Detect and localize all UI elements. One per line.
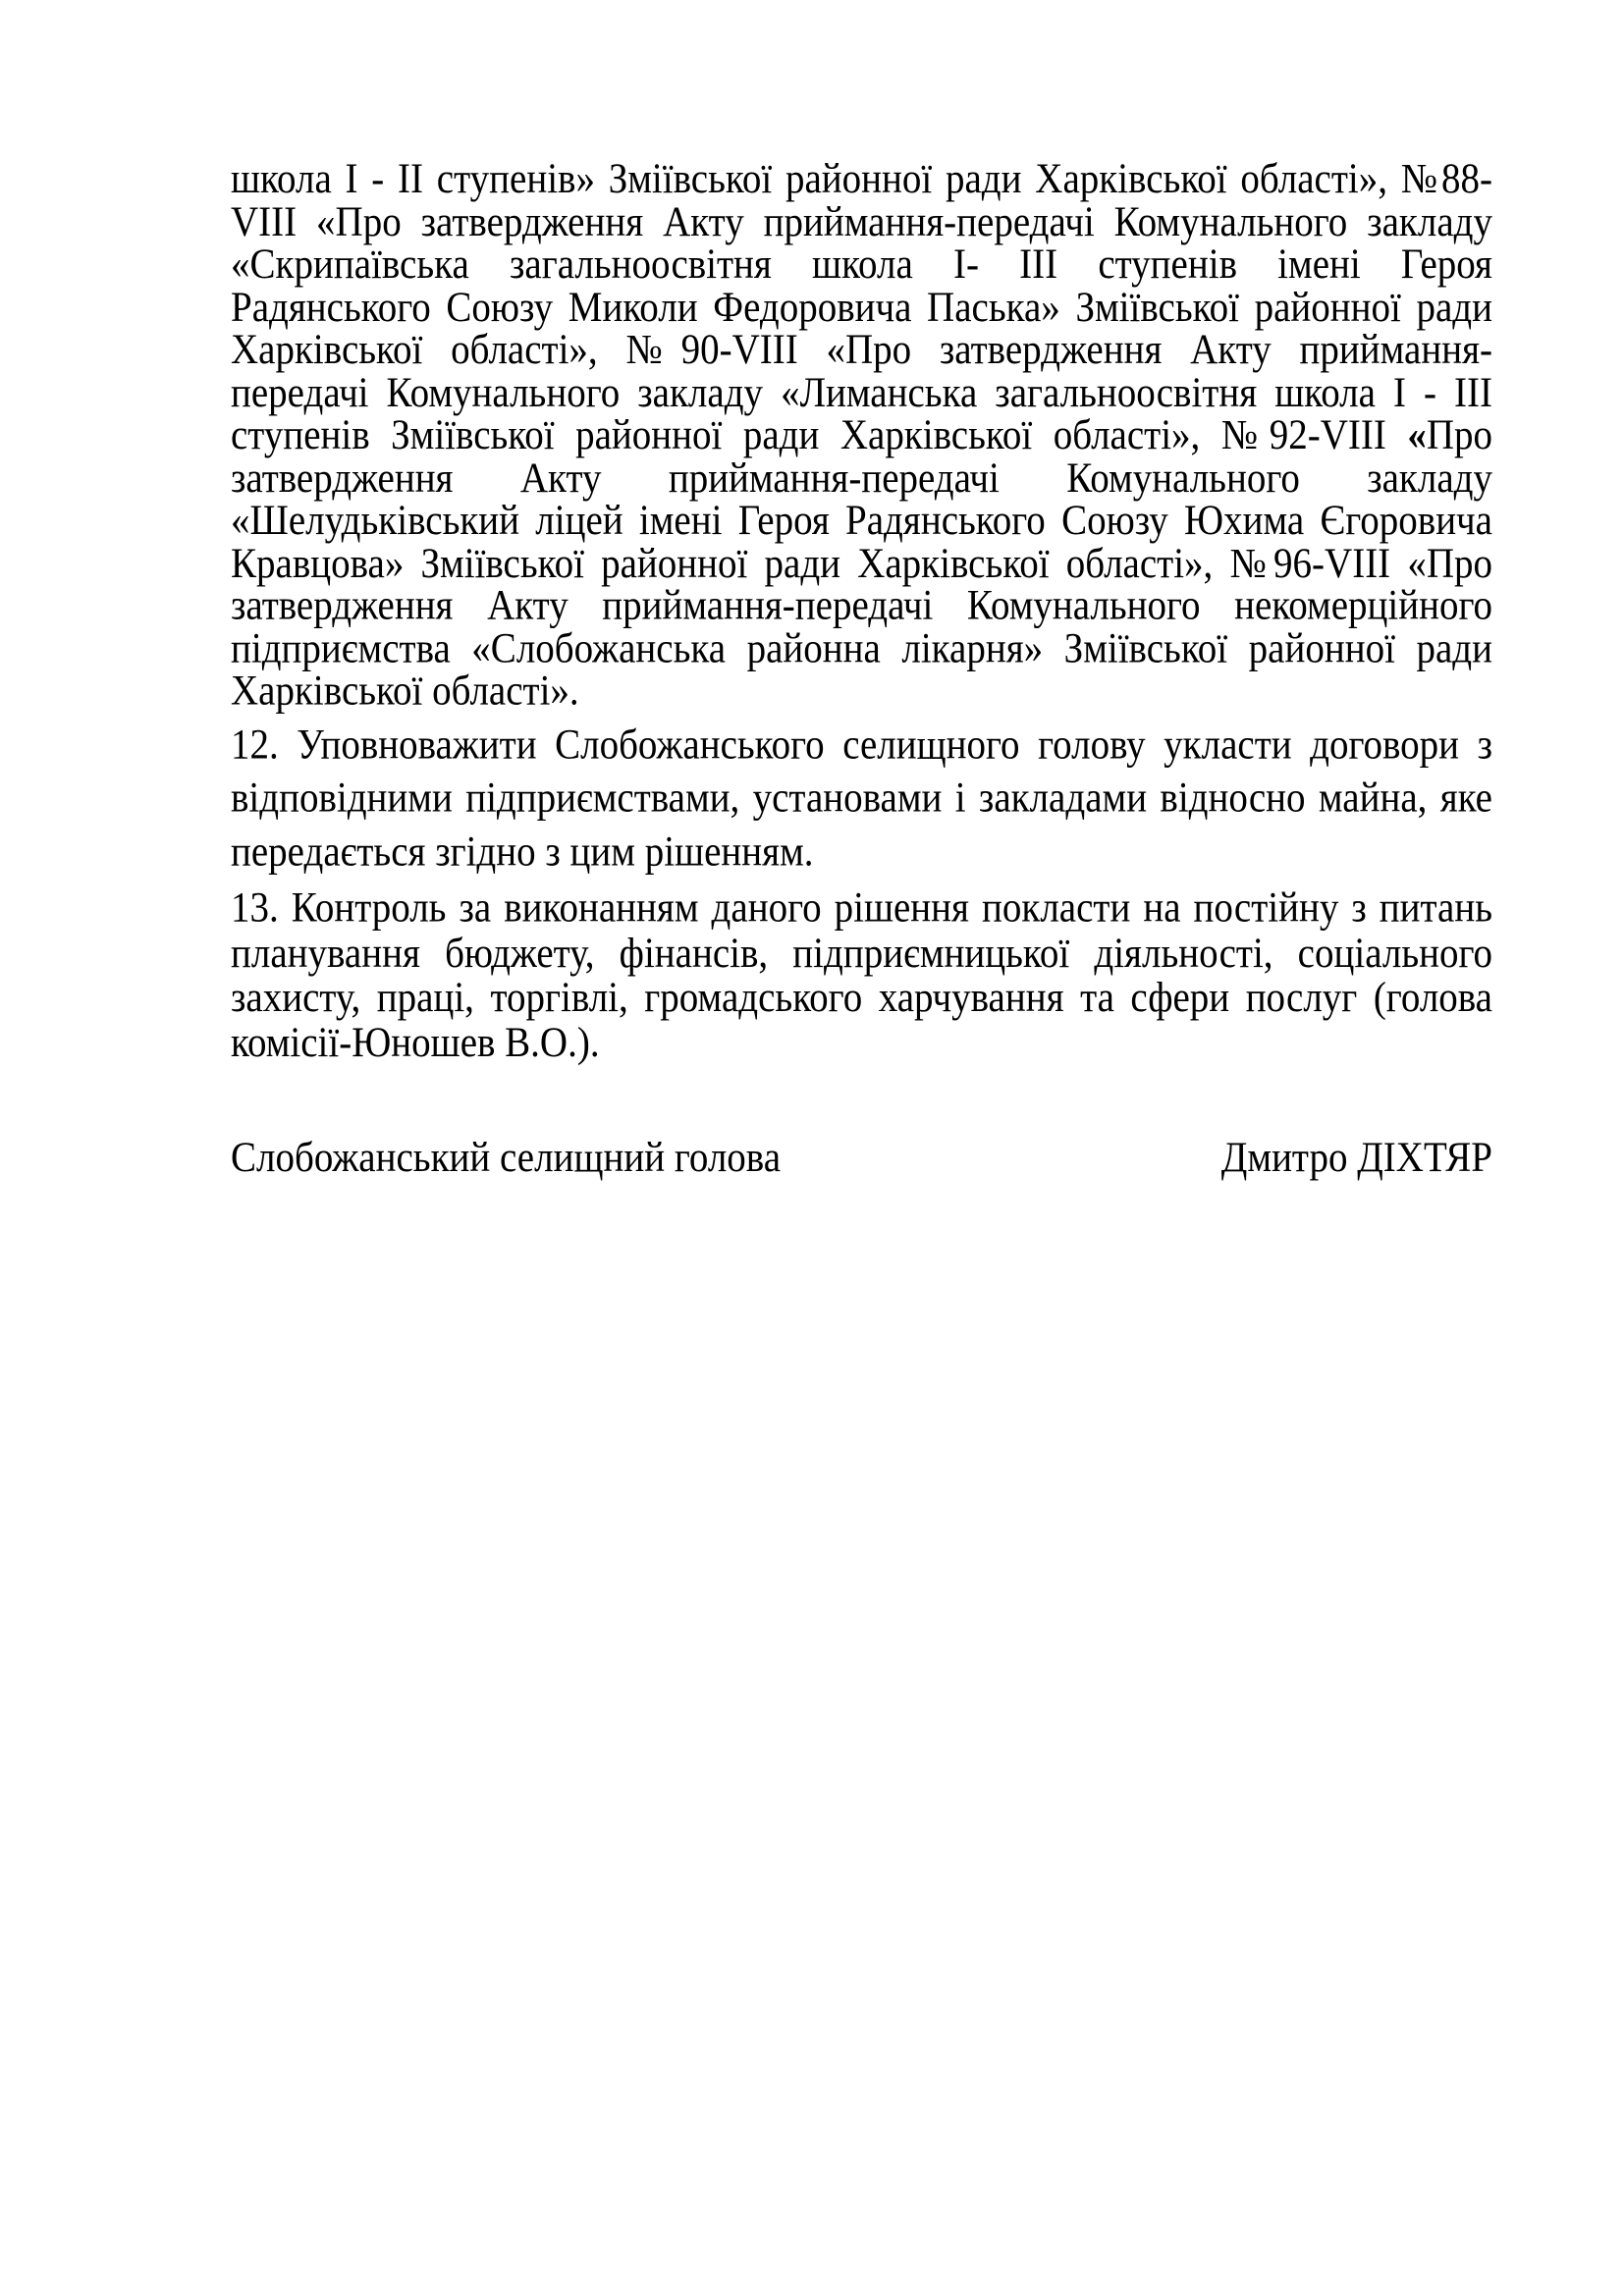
text-line: школа І - ІІ ступенів» Зміївської районної ради Харківської області», №88- [231, 155, 1492, 203]
text-line: «Скрипаївська загальноосвітня школа І- ІІІ ступенів імені Героя [231, 240, 1492, 288]
text-line: Харківської області». [231, 667, 579, 715]
text-line: підприємства «Слобожанська районна лікарня» Зміївської районної ради [231, 624, 1492, 672]
bold-quote-mark: « [1407, 411, 1427, 458]
text-line: Харківської області», №90-VIII «Про затвердження Акту приймання- [231, 326, 1492, 373]
text-line: планування бюджету, фінансів, підприємницької діяльності, соціального [231, 929, 1492, 977]
signature-row [231, 1134, 1492, 1181]
text-line: VIII «Про затвердження Акту приймання-передачі Комунального закладу [231, 198, 1492, 245]
text-line [231, 411, 1492, 458]
text-line: «Шелудьківський ліцей імені Героя Радянського Союзу Юхима Єгоровича [231, 497, 1492, 544]
text-line: Радянського Союзу Миколи Федоровича Паська» Зміївської районної ради [231, 284, 1492, 331]
text-line: передається згідно з цим рішенням. [231, 828, 814, 875]
paragraph-item-13 [231, 885, 1492, 1065]
text-line: захисту, праці, торгівлі, громадського харчування та сфери послуг (голова [231, 974, 1492, 1021]
text-segment: Про [1426, 411, 1492, 458]
text-segment: ступенів Зміївської районної ради Харківської області», №92-VIII [231, 411, 1408, 458]
signature-title: Слобожанський селищний голова [231, 1134, 782, 1181]
text-line: відповідними підприємствами, установами і закладами відносно майна, яке [231, 774, 1492, 822]
paragraph-continuation [231, 155, 1492, 715]
text-line: Кравцова» Зміївської районної ради Харківської області», №96-VIII «Про [231, 539, 1492, 587]
text-line: передачі Комунального закладу «Лиманська загальноосвітня школа І - ІІІ [231, 369, 1492, 416]
paragraph-item-12 [231, 718, 1492, 878]
signature-name: Дмитро ДІХТЯР [1220, 1134, 1492, 1181]
text-line: 13. Контроль за виконанням даного рішення покласти на постійну з питань [231, 884, 1492, 932]
text-line: комісії-Юношев В.О.). [231, 1019, 600, 1066]
text-line: затвердження Акту приймання-передачі Комунального закладу [231, 454, 1492, 502]
text-line: 12. Уповноважити Слобожанського селищного голову укласти договори з [231, 721, 1492, 768]
document-body [231, 155, 1492, 1181]
text-line: затвердження Акту приймання-передачі Комунального некомерційного [231, 582, 1492, 629]
